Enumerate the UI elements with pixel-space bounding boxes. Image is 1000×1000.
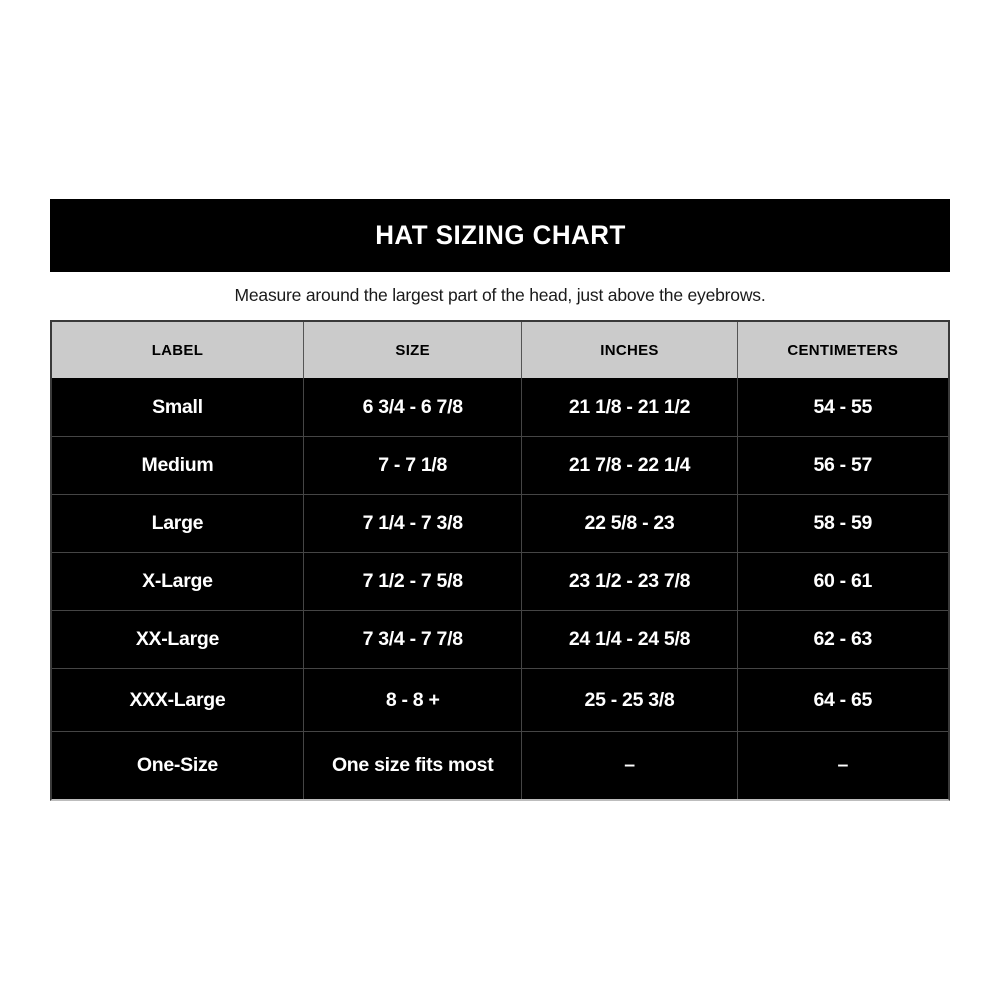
- cell-centimeters: 56 - 57: [737, 436, 948, 494]
- table-row-large: [52, 494, 948, 552]
- cell-size: 7 1/4 - 7 3/8: [303, 494, 522, 552]
- cell-label: X-Large: [52, 552, 303, 610]
- cell-centimeters: 54 - 55: [737, 378, 948, 436]
- table-row-xx-large: [52, 610, 948, 668]
- cell-size: 7 3/4 - 7 7/8: [303, 610, 522, 668]
- column-header-size: SIZE: [303, 322, 522, 378]
- cell-inches: 21 1/8 - 21 1/2: [521, 378, 736, 436]
- cell-label: Medium: [52, 436, 303, 494]
- cell-centimeters: 64 - 65: [737, 668, 948, 731]
- cell-inches: 23 1/2 - 23 7/8: [521, 552, 736, 610]
- cell-centimeters: 60 - 61: [737, 552, 948, 610]
- cell-size: 6 3/4 - 6 7/8: [303, 378, 522, 436]
- cell-inches: 22 5/8 - 23: [521, 494, 736, 552]
- table-row-medium: [52, 436, 948, 494]
- column-header-inches: INCHES: [521, 322, 736, 378]
- table-row-x-large: [52, 552, 948, 610]
- cell-label: Large: [52, 494, 303, 552]
- cell-label: XX-Large: [52, 610, 303, 668]
- cell-label: One-Size: [52, 731, 303, 799]
- table-row-small: [52, 378, 948, 436]
- cell-size: 7 - 7 1/8: [303, 436, 522, 494]
- column-header-label: LABEL: [151, 341, 204, 359]
- column-header-centimeters: CENTIMETERS: [737, 322, 948, 378]
- cell-centimeters: –: [737, 731, 948, 799]
- measuring-instructions: Measure around the largest part of the head, just above the eyebrows.: [234, 285, 766, 305]
- table-row-one-size: [52, 731, 948, 799]
- table-header-row: [52, 322, 948, 378]
- cell-label: XXX-Large: [52, 668, 303, 731]
- hat-sizing-table: [50, 320, 950, 801]
- table-row-xxx-large: [52, 668, 948, 731]
- cell-size: 7 1/2 - 7 5/8: [303, 552, 522, 610]
- chart-title: HAT SIZING CHART: [374, 220, 626, 250]
- cell-inches: –: [521, 731, 736, 799]
- title-banner: [50, 199, 950, 272]
- cell-inches: 21 7/8 - 22 1/4: [521, 436, 736, 494]
- cell-inches: 24 1/4 - 24 5/8: [521, 610, 736, 668]
- cell-centimeters: 58 - 59: [737, 494, 948, 552]
- cell-size: 8 - 8 +: [303, 668, 522, 731]
- cell-inches: 25 - 25 3/8: [521, 668, 736, 731]
- cell-label: Small: [152, 395, 203, 418]
- cell-size: One size fits most: [303, 731, 522, 799]
- cell-centimeters: 62 - 63: [737, 610, 948, 668]
